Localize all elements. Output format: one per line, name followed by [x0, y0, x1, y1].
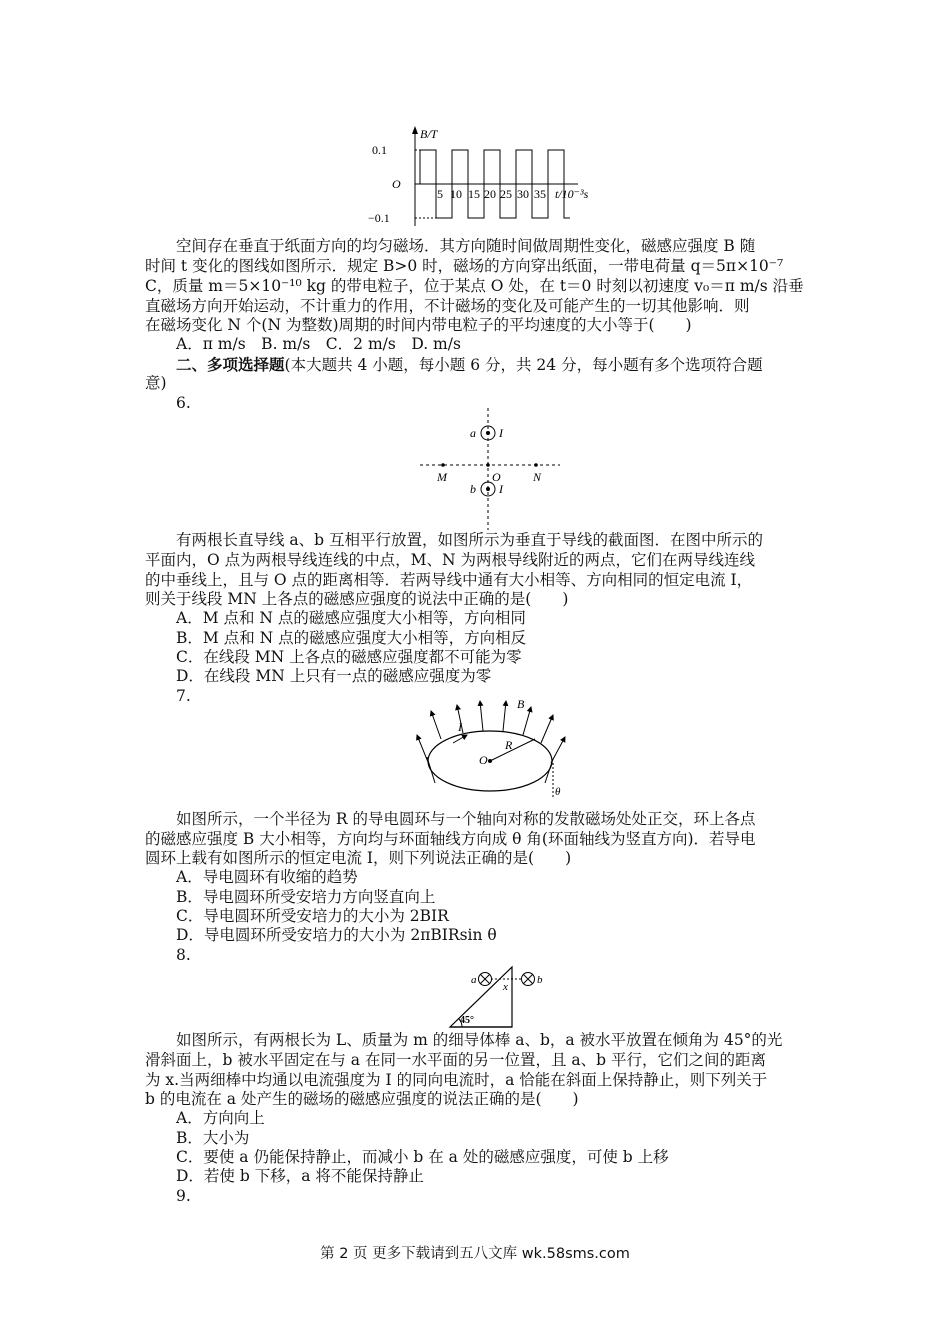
- current-i-label: I: [458, 720, 462, 734]
- q7-line: 如图所示，一个半径为 R 的导电圆环与一个轴向对称的发散磁场处处正交，环上各点: [176, 810, 756, 828]
- q8-line: 为 x.当两细棒中均通以电流强度为 I 的同向电流时，a 恰能在斜面上保持静止，则下列关于: [145, 1071, 768, 1089]
- q7-option-a: A．导电圆环有收缩的趋势: [176, 868, 358, 886]
- origin-label: O: [392, 177, 401, 191]
- distance-x-label: x: [503, 981, 508, 993]
- q8-number: 8.: [176, 946, 191, 964]
- q8-line: 滑斜面上，b 被水平固定在与 a 在同一水平面的另一位置，且 a、b 平行，它们之间的距离: [145, 1051, 766, 1069]
- q6-line: 有两根长直导线 a、b 互相平行放置，如图所示为垂直于导线的截面图．在图中所示的: [176, 531, 764, 549]
- point-o-label: O: [492, 470, 501, 484]
- q7-number: 7.: [176, 687, 191, 705]
- q5-line: C，质量 m＝5×10⁻¹⁰ kg 的带电粒子，位于某点 O 处，在 t＝0 时刻以初速度 v₀＝π m/s 沿垂: [145, 277, 804, 295]
- incline-rods-figure: [442, 963, 552, 1031]
- q6-option-d: D．在线段 MN 上只有一点的磁感应强度为零: [176, 667, 492, 685]
- wire-a-current-label: I: [499, 426, 503, 440]
- q8-option-c: C．要使 a 仍能保持静止，而减小 b 在 a 处的磁感应强度，可使 b 上移: [176, 1148, 669, 1166]
- y-tick-top: 0.1: [372, 143, 387, 157]
- q6-line: 平面内，O 点为两根导线连线的中点，M、N 为两根导线附近的两点，它们在两导线连线: [145, 551, 755, 569]
- q5-line: 时间 t 变化的图线如图所示．规定 B>0 时，磁场的方向穿出纸面，一带电荷量 q＝5π×10⁻⁷: [145, 257, 784, 275]
- point-m-label: M: [437, 470, 447, 484]
- q6-number: 6.: [176, 394, 191, 412]
- q9-number: 9.: [176, 1187, 191, 1205]
- q6-option-b: B．M 点和 N 点的磁感应强度大小相等，方向相反: [176, 629, 527, 647]
- x-tick: 10: [450, 187, 462, 201]
- q7-line: 的磁感应强度 B 大小相等，方向均与环面轴线方向成 θ 角(环面轴线为竖直方向)．若导电: [145, 830, 756, 848]
- q6-line: 则关于线段 MN 上各点的磁感应强度的说法中正确的是( ): [145, 590, 569, 608]
- q7-option-b: B．导电圆环所受安培力方向竖直向上: [176, 888, 436, 906]
- q5-line: 在磁场变化 N 个(N 为整数)周期的时间内带电粒子的平均速度的大小等于( ): [145, 316, 692, 334]
- q6-option-a: A．M 点和 N 点的磁感应强度大小相等，方向相同: [176, 609, 526, 627]
- radius-r-label: R: [505, 738, 513, 752]
- center-o-label: O: [479, 753, 488, 767]
- q6-option-c: C．在线段 MN 上各点的磁感应强度都不可能为零: [176, 648, 522, 666]
- q5-line: 空间存在垂直于纸面方向的均匀磁场．其方向随时间做周期性变化，磁感应强度 B 随: [176, 237, 756, 255]
- rod-a-label: a: [471, 974, 477, 986]
- y-tick-bottom: −0.1: [368, 211, 390, 225]
- q5-line: 直磁场方向开始运动，不计重力的作用，不计磁场的变化及可能产生的一切其他影响．则: [145, 297, 750, 315]
- wire-b-label: b: [470, 482, 476, 496]
- q8-option-b: B．大小为: [176, 1129, 250, 1147]
- q8-line: b 的电流在 a 处产生的磁场的磁感应强度的说法正确的是( ): [145, 1090, 579, 1108]
- rod-b-label: b: [537, 974, 543, 986]
- q5-options: A．π m/s B. m/s C．2 m/s D. m/s: [176, 335, 461, 353]
- section-heading: [176, 355, 810, 376]
- q7-option-c: C．导电圆环所受安培力的大小为 2BIR: [176, 907, 449, 925]
- x-tick: 5: [437, 187, 443, 201]
- field-b-label: B: [517, 697, 525, 711]
- section-title: 二、多项选择题: [176, 355, 285, 374]
- bt-graph-figure: [360, 126, 620, 230]
- q8-option-a: A．方向向上: [176, 1109, 265, 1127]
- section-desc-cont: 意): [145, 374, 167, 392]
- section-desc: (本大题共 4 小题，每小题 6 分，共 24 分，每小题有多个选项符合题: [284, 356, 763, 374]
- x-tick: 20: [484, 187, 496, 201]
- x-axis-label: t/10⁻³s: [555, 187, 589, 201]
- x-tick: 15: [468, 187, 480, 201]
- x-tick: 25: [500, 187, 512, 201]
- page-footer: 第 2 页 更多下载请到五八文库 wk.58sms.com: [320, 1246, 630, 1262]
- x-tick: 35: [534, 187, 546, 201]
- q8-option-d: D．若使 b 下移，a 将不能保持静止: [176, 1167, 424, 1185]
- q7-option-d: D．导电圆环所受安培力的大小为 2πBIRsin θ: [176, 926, 497, 944]
- wire-a-label: a: [470, 426, 476, 440]
- angle-label: 45°: [460, 1015, 474, 1026]
- point-n-label: N: [533, 470, 542, 484]
- ring-field-figure: [405, 697, 575, 805]
- q8-line: 如图所示，有两根长为 L、质量为 m 的细导体棒 a、b，a 被水平放置在倾角为 45°的光: [176, 1031, 783, 1049]
- wire-b-current-label: I: [499, 482, 503, 496]
- q6-line: 的中垂线上，且与 O 点的距离相等．若两导线中通有大小相等、方向相同的恒定电流 I，: [145, 571, 753, 589]
- y-axis-label: B/T: [420, 127, 438, 141]
- wires-cross-section-figure: [420, 408, 560, 530]
- angle-theta-label: θ: [555, 786, 561, 798]
- x-tick: 30: [517, 187, 529, 201]
- q7-line: 圆环上载有如图所示的恒定电流 I，则下列说法正确的是( ): [145, 849, 572, 867]
